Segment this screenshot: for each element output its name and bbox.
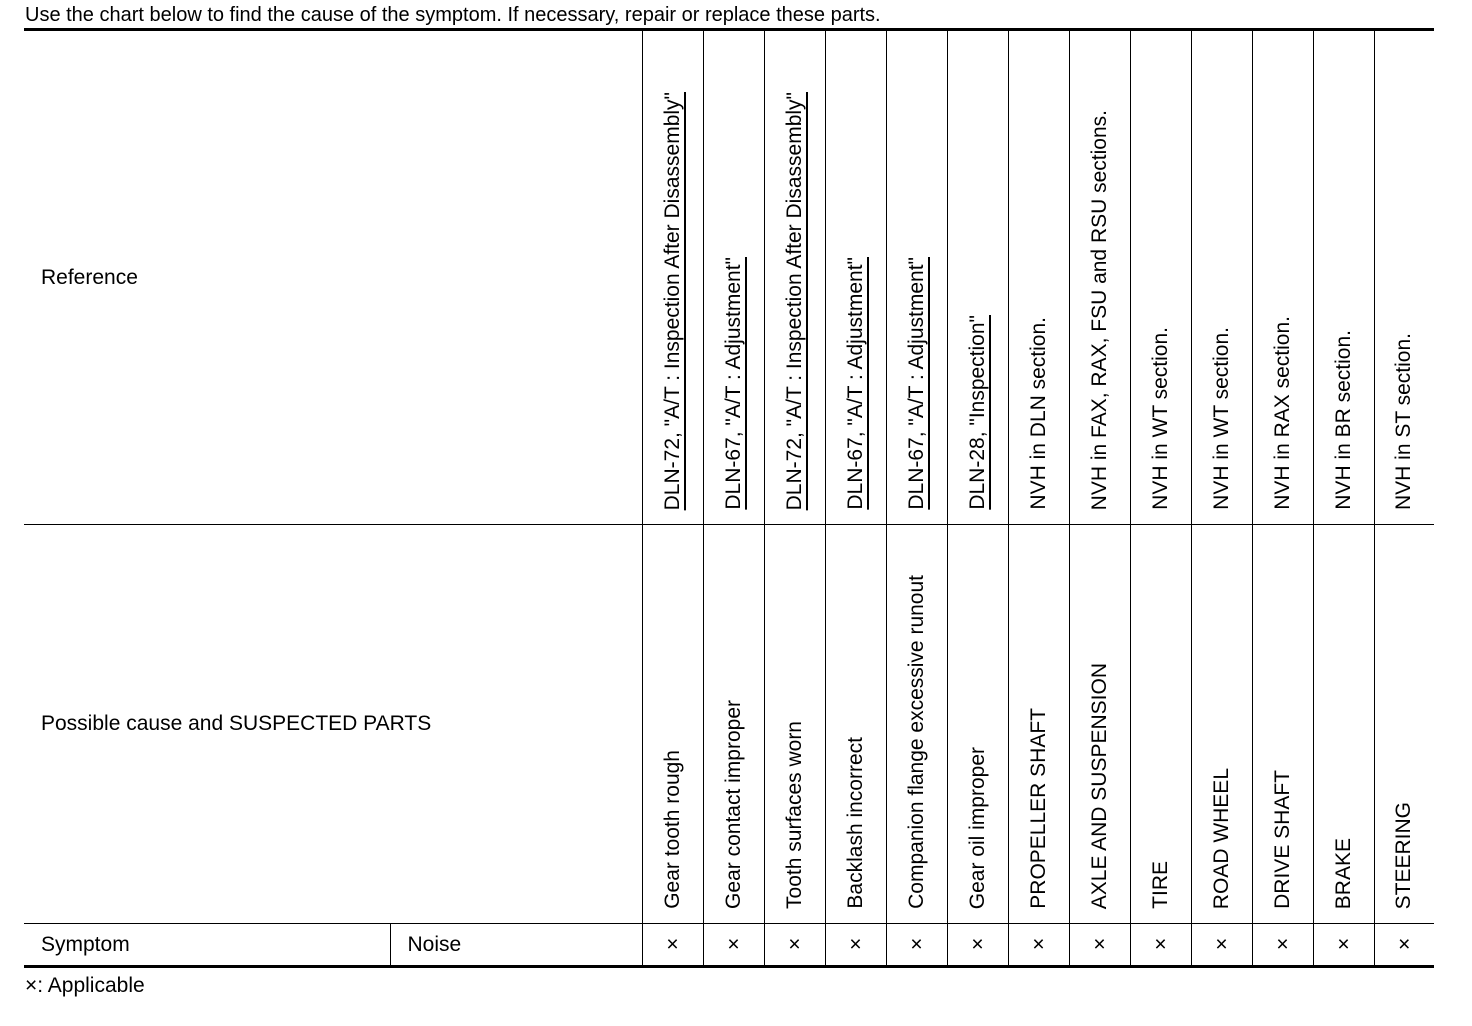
reference-cell[interactable] [825, 30, 886, 525]
cause-row [24, 525, 1434, 924]
suspected-part-label: Gear tooth rough [660, 750, 684, 909]
suspected-part-label: Tooth surfaces worn [782, 721, 806, 909]
reference-cell [1191, 30, 1252, 525]
reference-link[interactable]: DLN-72, "A/T : Inspection After Disassembly" [782, 91, 806, 510]
suspected-part-cell [764, 525, 825, 924]
reference-cell[interactable] [642, 30, 703, 525]
symptom-label: Symptom [24, 924, 390, 967]
symptom-value: Noise [390, 924, 642, 967]
reference-cell [1008, 30, 1069, 525]
suspected-part-label: BRAKE [1331, 837, 1355, 909]
reference-link[interactable]: DLN-67, "A/T : Adjustment" [721, 257, 745, 510]
intro-text: Use the chart below to find the cause of the symptom. If necessary, repair or replace these parts. [25, 4, 881, 26]
reference-link[interactable]: DLN-72, "A/T : Inspection After Disassembly" [660, 91, 684, 510]
reference-link[interactable]: DLN-28, "Inspection" [965, 315, 989, 510]
applicable-mark: × [947, 924, 1008, 967]
reference-row [24, 30, 1434, 525]
applicable-mark: × [703, 924, 764, 967]
diagnosis-chart [24, 28, 1434, 968]
suspected-part-cell [642, 525, 703, 924]
suspected-part-cell [1130, 525, 1191, 924]
reference-text: NVH in ST section. [1392, 332, 1416, 510]
reference-label: Reference [24, 30, 642, 525]
applicable-mark: × [764, 924, 825, 967]
applicable-mark: × [1191, 924, 1252, 967]
reference-text: NVH in DLN section. [1026, 317, 1050, 510]
applicable-mark: × [1008, 924, 1069, 967]
suspected-part-label: ROAD WHEEL [1209, 767, 1233, 909]
suspected-part-label: DRIVE SHAFT [1270, 770, 1294, 909]
reference-text: NVH in BR section. [1331, 330, 1355, 510]
reference-text: NVH in FAX, RAX, FSU and RSU sections. [1087, 109, 1111, 510]
reference-cell[interactable] [886, 30, 947, 525]
applicable-mark: × [825, 924, 886, 967]
applicable-mark: × [1069, 924, 1130, 967]
suspected-part-cell [1374, 525, 1434, 924]
reference-cell[interactable] [703, 30, 764, 525]
suspected-part-label: Gear oil improper [965, 746, 989, 909]
cause-label: Possible cause and SUSPECTED PARTS [24, 525, 642, 924]
reference-cell [1313, 30, 1374, 525]
reference-cell[interactable] [947, 30, 1008, 525]
reference-text: NVH in WT section. [1209, 327, 1233, 510]
suspected-part-label: AXLE AND SUSPENSION [1087, 662, 1111, 909]
applicable-mark: × [642, 924, 703, 967]
suspected-part-label: STEERING [1392, 801, 1416, 909]
reference-text: NVH in RAX section. [1270, 316, 1294, 510]
suspected-part-cell [1313, 525, 1374, 924]
symptom-row [24, 924, 1434, 967]
applicable-mark: × [1374, 924, 1434, 967]
suspected-part-label: PROPELLER SHAFT [1026, 708, 1050, 909]
suspected-part-cell [825, 525, 886, 924]
reference-cell [1374, 30, 1434, 525]
applicable-mark: × [886, 924, 947, 967]
reference-cell[interactable] [764, 30, 825, 525]
reference-link[interactable]: DLN-67, "A/T : Adjustment" [843, 257, 867, 510]
suspected-part-label: TIRE [1148, 861, 1172, 909]
suspected-part-cell [1252, 525, 1313, 924]
suspected-part-label: Companion flange excessive runout [904, 575, 928, 909]
legend: ×: Applicable [25, 974, 145, 997]
reference-cell [1252, 30, 1313, 525]
suspected-part-cell [947, 525, 1008, 924]
suspected-part-cell [703, 525, 764, 924]
reference-text: NVH in WT section. [1148, 327, 1172, 510]
suspected-part-cell [1069, 525, 1130, 924]
suspected-part-cell [886, 525, 947, 924]
suspected-part-cell [1191, 525, 1252, 924]
applicable-mark: × [1252, 924, 1313, 967]
suspected-part-label: Backlash incorrect [843, 737, 867, 909]
reference-cell [1130, 30, 1191, 525]
reference-link[interactable]: DLN-67, "A/T : Adjustment" [904, 257, 928, 510]
applicable-mark: × [1130, 924, 1191, 967]
applicable-mark: × [1313, 924, 1374, 967]
reference-cell [1069, 30, 1130, 525]
suspected-part-cell [1008, 525, 1069, 924]
suspected-part-label: Gear contact improper [721, 700, 745, 909]
